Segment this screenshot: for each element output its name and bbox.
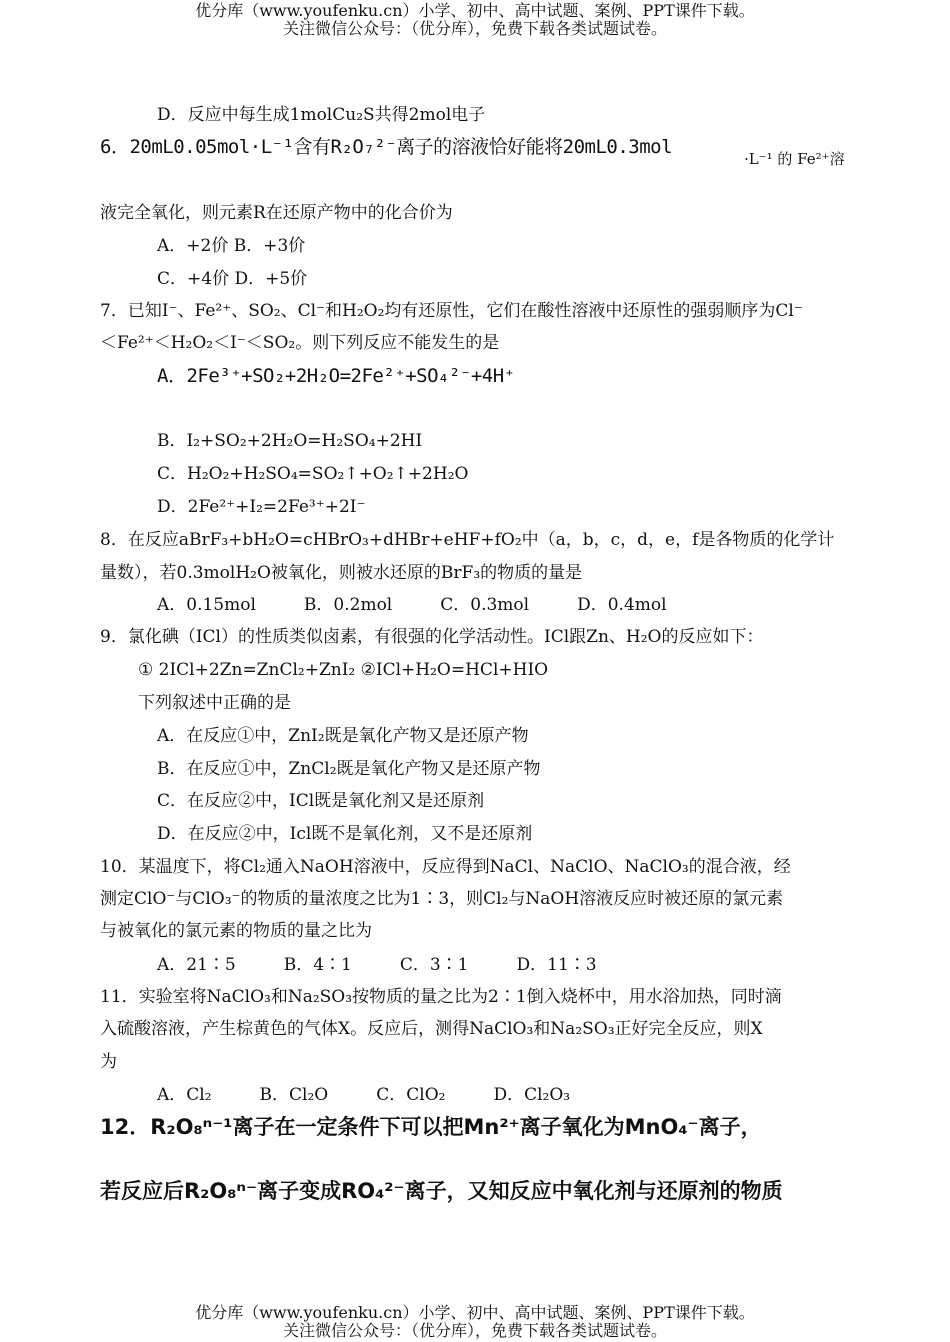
q6-options-ab: A．+2价 B．+3价 [157, 236, 306, 256]
q9-option-c: C．在反应②中，ICl既是氧化剂又是还原剂 [157, 791, 485, 811]
q9-stem-line-1: 9．氯化碘（ICl）的性质类似卤素，有很强的化学活动性。ICl跟Zn、H₂O的反应如下： [100, 627, 764, 647]
q11-option-d: D．Cl₂O₃ [493, 1085, 571, 1105]
q6-stem-image-text: 6．20mL0.05mol·L⁻¹含有R₂O₇²⁻离子的溶液恰好能将20mL0.3mol [100, 136, 673, 158]
footer-line-1: 优分库（www.youfenku.cn）小学、初中、高中试题、案例、PPT课件下载。 [195, 1303, 755, 1322]
q10-option-b: B．4∶1 [283, 955, 352, 975]
q8-stem-line-1: 8．在反应aBrF₃+bH₂O=cHBrO₃+dHBr+eHF+fO₂中（a，b，c，d，e，f是各物质的化学计 [100, 530, 835, 550]
q7-option-a: A．2Fe³⁺+SO₂+2H₂O=2Fe²⁺+SO₄²⁻+4H⁺ [157, 365, 515, 387]
q11-options [157, 1084, 570, 1106]
q10-stem-line-1: 10．某温度下，将Cl₂通入NaOH溶液中，反应得到NaCl、NaClO、NaClO₃的混合液，经 [100, 857, 791, 877]
q8-stem-line-2: 量数），若0.3molH₂O被氧化，则被水还原的BrF₃的物质的量是 [100, 563, 583, 583]
q11-option-c: C．ClO₂ [376, 1085, 446, 1105]
q9-option-b: B．在反应①中，ZnCl₂既是氧化产物又是还原产物 [157, 759, 541, 779]
footer-line-2: 关注微信公众号：（优分库），免费下载各类试题试卷。 [282, 1321, 667, 1340]
header-line-1: 优分库（www.youfenku.cn）小学、初中、高中试题、案例、PPT课件下载。 [195, 1, 755, 20]
header-line-2: 关注微信公众号：（优分库），免费下载各类试题试卷。 [282, 19, 667, 38]
q9-option-d: D．在反应②中，Icl既不是氧化剂，又不是还原剂 [157, 824, 533, 844]
q11-stem-line-1: 11．实验室将NaClO₃和Na₂SO₃按物质的量之比为2∶1倒入烧杯中，用水浴加热，同时滴 [100, 987, 782, 1007]
q7-option-b: B．I₂+SO₂+2H₂O=H₂SO₄+2HI [157, 431, 423, 451]
q12-stem-image-line-1: 12．R₂O₈ⁿ⁻¹离子在一定条件下可以把Mn²⁺离子氧化为MnO₄⁻离子， [100, 1115, 762, 1139]
q7-option-d: D．2Fe²⁺+I₂=2Fe³⁺+2I⁻ [157, 497, 366, 517]
q11-option-b: B．Cl₂O [259, 1085, 329, 1105]
page-header [0, 2, 950, 38]
page-footer [0, 1304, 950, 1340]
q6-options-cd: C．+4价 D．+5价 [157, 269, 308, 289]
q10-options [157, 954, 597, 976]
q10-option-a: A．21∶5 [157, 955, 236, 975]
q8-options [157, 594, 667, 616]
q10-option-d: D．11∶3 [516, 955, 597, 975]
q11-stem-line-3: 为 [100, 1052, 117, 1072]
q8-option-d: D．0.4mol [577, 595, 667, 615]
q12-stem-image-line-2: 若反应后R₂O₈ⁿ⁻离子变成RO₄²⁻离子，又知反应中氧化剂与还原剂的物质 [100, 1179, 783, 1203]
q8-option-a: A．0.15mol [157, 595, 256, 615]
q8-option-b: B．0.2mol [303, 595, 393, 615]
q11-option-a: A．Cl₂ [157, 1085, 212, 1105]
q11-stem-line-2: 入硫酸溶液，产生棕黄色的气体X。反应后，测得NaClO₃和Na₂SO₃正好完全反应，则X [100, 1019, 763, 1039]
q5-option-d: D．反应中每生成1molCu₂S共得2mol电子 [157, 105, 486, 125]
q7-option-c: C．H₂O₂+H₂SO₄=SO₂↑+O₂↑+2H₂O [157, 464, 469, 484]
q9-option-a: A．在反应①中，ZnI₂既是氧化产物又是还原产物 [157, 726, 529, 746]
q6-stem-line-2: 液完全氧化，则元素R在还原产物中的化合价为 [100, 203, 453, 223]
q7-stem-line-1: 7．已知I⁻、Fe²⁺、SO₂、Cl⁻和H₂O₂均有还原性，它们在酸性溶液中还原性的强弱顺序为Cl⁻ [100, 301, 803, 321]
q6-stem-tail: ·L⁻¹ 的 Fe²⁺溶 [744, 150, 845, 168]
q9-stem-line-2: ① 2ICl+2Zn=ZnCl₂+ZnI₂ ②ICl+H₂O=HCl+HIO [138, 660, 549, 680]
q8-option-c: C．0.3mol [440, 595, 530, 615]
q10-stem-line-3: 与被氧化的氯元素的物质的量之比为 [100, 921, 372, 941]
q7-stem-line-2: ＜Fe²⁺＜H₂O₂＜I⁻＜SO₂。则下列反应不能发生的是 [100, 333, 500, 353]
q10-stem-line-2: 测定ClO⁻与ClO₃⁻的物质的量浓度之比为1∶3，则Cl₂与NaOH溶液反应时被还原的氯元素 [100, 889, 784, 909]
q9-stem-line-3: 下列叙述中正确的是 [138, 693, 291, 713]
q10-option-c: C．3∶1 [399, 955, 469, 975]
